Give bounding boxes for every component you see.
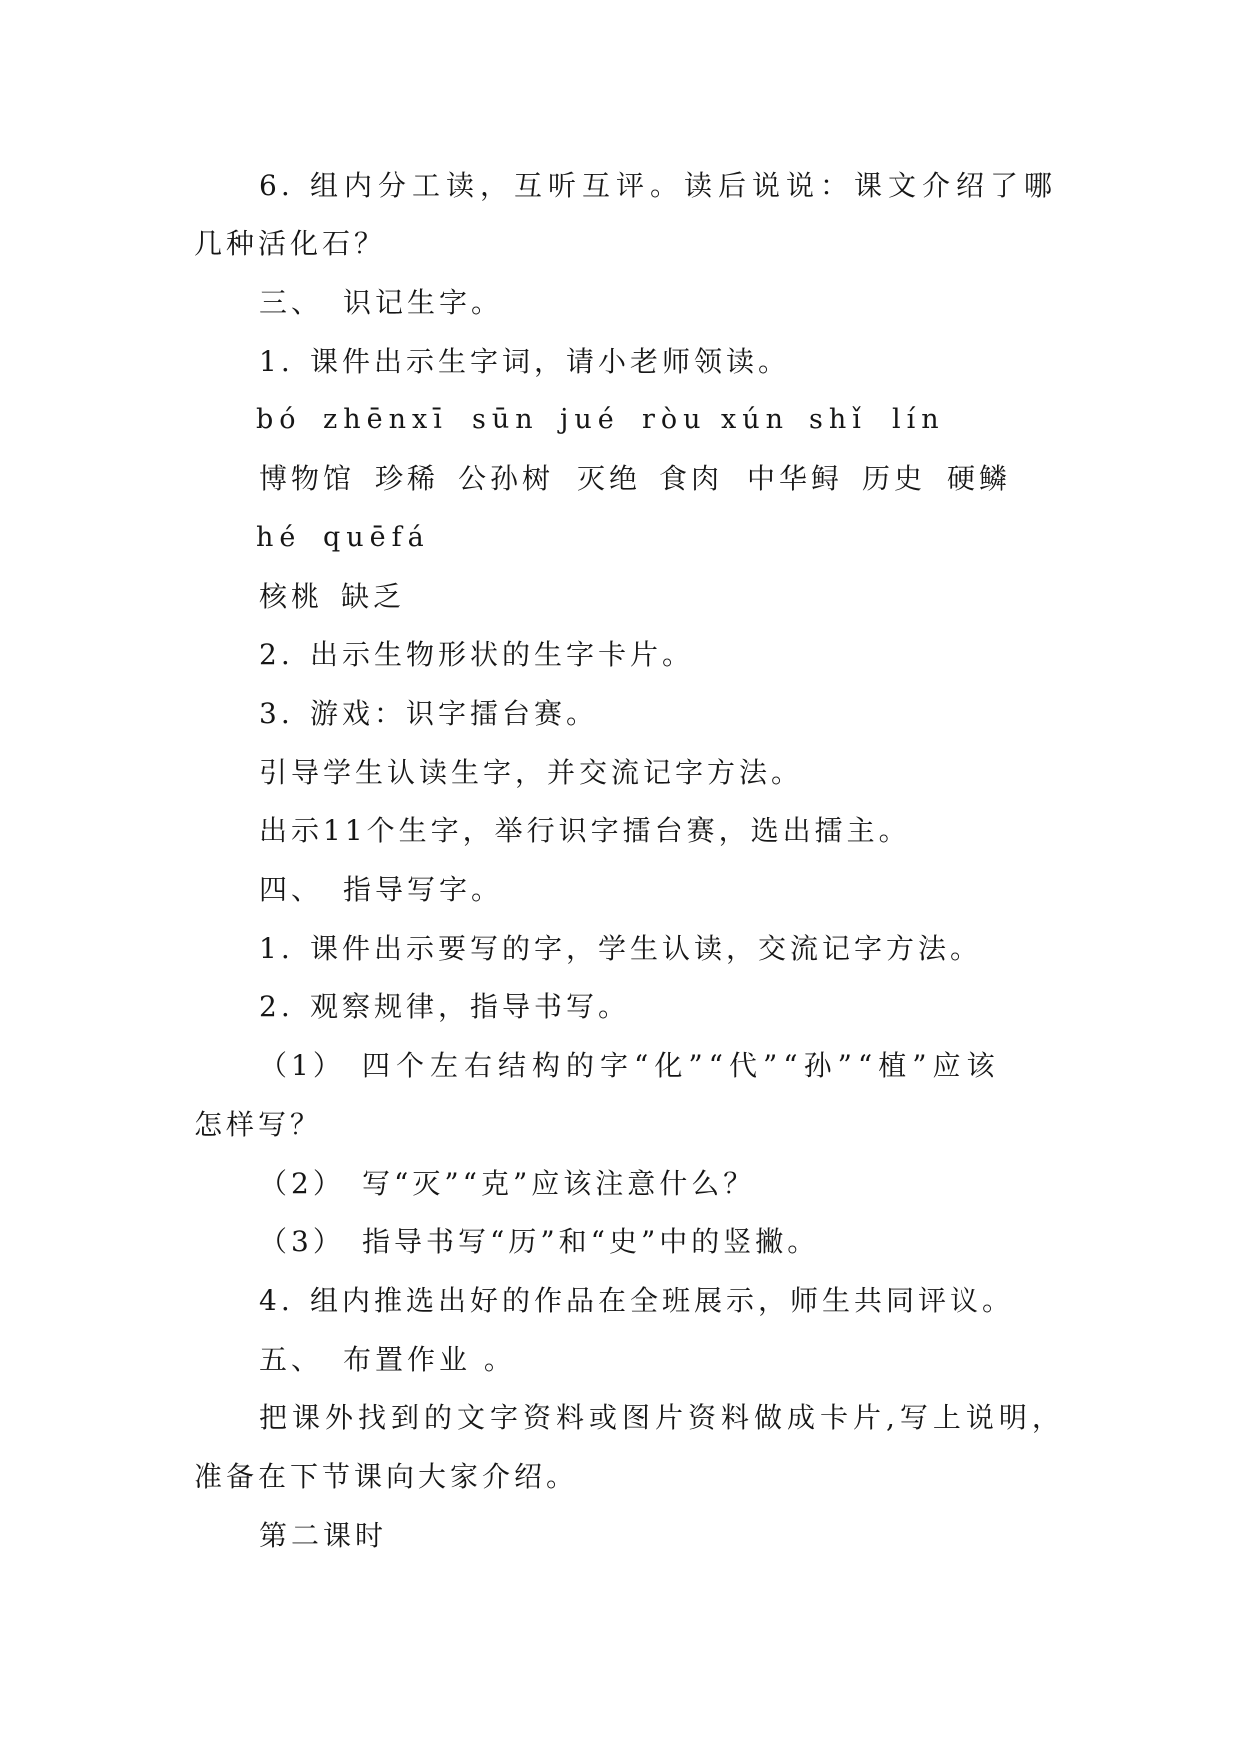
pinyin-row-1 bbox=[0, 403, 1241, 437]
step-number: 6. bbox=[259, 169, 294, 202]
note-text: 出示11个生字，举行识字擂台赛，选出擂主。 bbox=[259, 814, 911, 847]
item-number: 1. bbox=[259, 345, 294, 378]
section-number: 五、 bbox=[259, 1343, 324, 1376]
subitem-number: （2） bbox=[259, 1167, 345, 1200]
subitem-text-continued: 怎样写？ bbox=[194, 1108, 323, 1141]
subitem-number: （1） bbox=[259, 1049, 345, 1082]
section-3-item-1 bbox=[0, 345, 1241, 379]
item-number: 1. bbox=[259, 932, 294, 965]
vocab-word: 核桃 bbox=[259, 580, 324, 613]
section-5-text-continuation bbox=[0, 1460, 1241, 1494]
lesson-2-heading bbox=[0, 1519, 1241, 1553]
homework-text: 把课外找到的文字资料或图片资料做成卡片,写上说明， bbox=[259, 1401, 1065, 1434]
vocab-word: 灭绝 bbox=[577, 462, 642, 495]
item-text: 观察规律，指导书写。 bbox=[310, 990, 631, 1023]
section-number: 四、 bbox=[259, 873, 324, 906]
item-number: 2. bbox=[259, 990, 294, 1023]
item-number: 2. bbox=[259, 638, 294, 671]
step-6-continuation bbox=[0, 227, 1241, 261]
pinyin: jué bbox=[560, 404, 620, 435]
vocab-word: 硬鳞 bbox=[947, 462, 1012, 495]
subitem-text: 指导书写“历”和“史”中的竖撇。 bbox=[362, 1225, 820, 1258]
section-3-item-3 bbox=[0, 697, 1241, 731]
section-4-subitem-1-continuation bbox=[0, 1108, 1241, 1142]
pinyin: quēfá bbox=[323, 522, 430, 553]
item-text: 出示生物形状的生字卡片。 bbox=[310, 638, 695, 671]
item-number: 3. bbox=[259, 697, 294, 730]
pinyin: bó bbox=[256, 404, 302, 435]
item-text: 课件出示要写的字，学生认读，交流记字方法。 bbox=[310, 932, 983, 965]
pinyin: ròu bbox=[642, 404, 707, 435]
pinyin-row-2 bbox=[0, 521, 1241, 555]
item-number: 4. bbox=[259, 1284, 294, 1317]
pinyin: shǐ bbox=[809, 404, 867, 435]
section-5-heading bbox=[0, 1343, 1241, 1377]
item-text: 游戏：识字擂台赛。 bbox=[310, 697, 599, 730]
pinyin: sūn bbox=[472, 404, 539, 435]
section-3-note-1 bbox=[0, 756, 1241, 790]
step-text: 组内分工读，互听互评。读后说说：课文介绍了哪 bbox=[310, 169, 1059, 202]
section-3-heading bbox=[0, 286, 1241, 320]
section-4-item-1 bbox=[0, 932, 1241, 966]
section-4-heading bbox=[0, 873, 1241, 907]
step-text-continued: 几种活化石？ bbox=[194, 227, 387, 260]
section-4-item-2 bbox=[0, 990, 1241, 1024]
section-3-note-2 bbox=[0, 814, 1241, 848]
vocab-word: 公孙树 bbox=[458, 462, 555, 495]
pinyin: lín bbox=[892, 404, 945, 435]
section-title: 识记生字。 bbox=[343, 286, 504, 319]
section-4-subitem-2 bbox=[0, 1167, 1241, 1201]
section-title: 指导写字。 bbox=[343, 873, 504, 906]
step-6-line bbox=[0, 169, 1241, 203]
homework-text-continued: 准备在下节课向大家介绍。 bbox=[194, 1460, 579, 1493]
vocab-word: 历史 bbox=[862, 462, 927, 495]
vocab-word: 博物馆 bbox=[259, 462, 356, 495]
section-4-item-4 bbox=[0, 1284, 1241, 1318]
section-3-item-2 bbox=[0, 638, 1241, 672]
vocab-word: 珍稀 bbox=[375, 462, 440, 495]
subitem-number: （3） bbox=[259, 1225, 345, 1258]
subitem-text: 写“灭”“克”应该注意什么？ bbox=[362, 1167, 756, 1200]
section-5-text bbox=[0, 1401, 1241, 1435]
vocab-row-1 bbox=[0, 462, 1241, 496]
vocab-word: 中华鲟 bbox=[747, 462, 844, 495]
section-number: 三、 bbox=[259, 286, 324, 319]
note-text: 引导学生认读生字，并交流记字方法。 bbox=[259, 756, 804, 789]
section-4-subitem-1 bbox=[0, 1049, 1241, 1083]
item-text: 课件出示生字词，请小老师领读。 bbox=[310, 345, 791, 378]
vocab-word: 食肉 bbox=[659, 462, 724, 495]
pinyin: zhēnxī bbox=[323, 404, 448, 435]
section-title: 布置作业 。 bbox=[343, 1343, 516, 1376]
pinyin: xún bbox=[721, 404, 790, 435]
item-text: 组内推选出好的作品在全班展示，师生共同评议。 bbox=[310, 1284, 1015, 1317]
subitem-text: 四个左右结构的字“化”“代”“孙”“植”应该 bbox=[362, 1049, 1001, 1082]
lesson-title: 第二课时 bbox=[259, 1519, 388, 1552]
vocab-word: 缺乏 bbox=[341, 580, 406, 613]
section-4-subitem-3 bbox=[0, 1225, 1241, 1259]
pinyin: hé bbox=[256, 522, 302, 553]
vocab-row-2 bbox=[0, 580, 1241, 614]
